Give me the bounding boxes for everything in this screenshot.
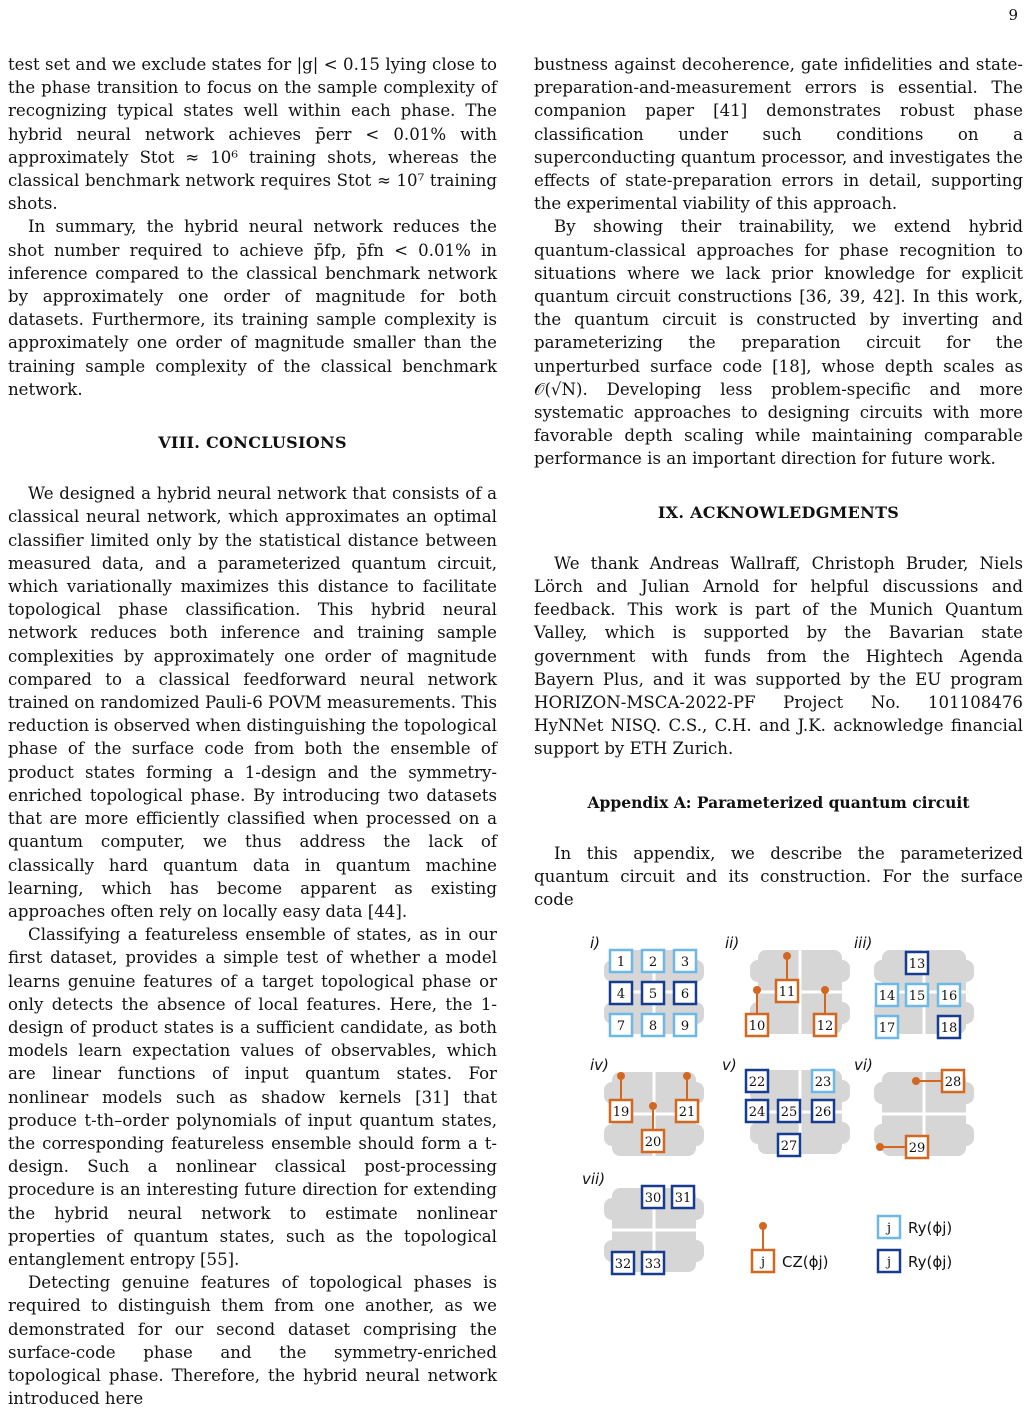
gate-index: 21 [678,1105,696,1120]
cz-control-dot [683,1072,691,1080]
circuit-figure [540,930,1020,1300]
gate-index: 28 [944,1075,962,1090]
paragraph-continued: test set and we exclude states for |g| < 0.15 lying close to the phase transition to focus on the sample complexity of recognizing typical states well within each phase. The hybrid neural network achieves p̄err < 0.01% with approximately Stot ≈ 10⁶ training shots, whereas the classical benchmark network requires Stot ≈ 10⁷ training shots. [8,55,497,214]
paragraph-conclusions-1: We designed a hybrid neural network that consists of a classical neural network, which approximates an optimal classifier limited only by the statistical distance between measured data, and a parameterized quantum circuit, which variationally maximizes this distance to facilitate topological phase classification. This hybrid neural network reduces both inference and training sample complexities by approximately one order of magnitude compared to a classical feedforward neural network trained on randomized Pauli-6 POVM measurements. This reduction is observed when distinguishing the topological phase of the surface code from both the ensemble of product states forming a 1-design and the symmetry-enriched topological phase. By introducing two datasets that are more efficiently classified when processed on a quantum computer, we thus address the lack of classically hard quantum data in quantum machine learning, which has become apparent as existing approaches often rely on locally easy data [44]. [8,484,497,921]
gate-index: 29 [908,1141,926,1156]
gate-index: 32 [614,1257,632,1272]
gate-index: 11 [778,985,796,1000]
gate-index: j [760,1255,766,1270]
paragraph-continued-right: bustness against decoherence, gate infidelities and state-preparation-and-measurement errors is essential. The companion paper [41] demonstrates robust phase classification under such conditions on a superconducting quantum processor, and investigates the effects of state-preparation errors in detail, supporting the experimental viability of this approach. [534,55,1023,214]
gate-index: 1 [616,955,626,970]
panel-label: v) [722,1056,737,1074]
right-column [534,53,1023,912]
legend-label-cz: CZ(ϕj) [782,1253,829,1271]
cz-control-dot [617,1072,625,1080]
cz-control-dot [649,1102,657,1110]
cz-control-dot [912,1077,920,1085]
gate-index: 27 [780,1139,798,1154]
appendix-heading: Appendix A: Parameterized quantum circuit [587,792,970,812]
cz-control-dot [821,986,829,994]
gate-index: 33 [644,1257,662,1272]
cz-control-dot [753,986,761,994]
gate-index: 7 [616,1019,626,1034]
gate-index: j [886,1255,892,1270]
cz-control-dot [783,952,791,960]
gate-index: 19 [612,1105,630,1120]
paragraph-conclusions-3: Detecting genuine features of topological phases is required to distinguish them from one another, as we demonstrated for our second dataset comprising the surface-code phase and the symmetry-enriched topological phase. Therefore, the hybrid neural network introduced here [8,1273,497,1409]
gate-index: 23 [814,1075,832,1090]
gate-index: 26 [814,1105,832,1120]
gate-index: 22 [748,1075,766,1090]
cz-control-dot [876,1143,884,1151]
legend-label-dark: Ry(ϕj) [908,1253,953,1271]
panel-label: ii) [725,934,740,952]
gate-index: 13 [908,957,926,972]
gate-index: 20 [644,1135,662,1150]
gate-index: 18 [940,1021,958,1036]
panel-label: iii) [854,934,873,952]
left-column [8,53,497,1410]
paragraph-conclusions-2: Classifying a featureless ensemble of states, as in our first dataset, provides a simple test of whether a model learns genuine features of a target topological phase or only detects the absence of local features. Here, the 1-design of product states is a sufficient candidate, as both models learn expectation values of observables, which are linear functions of input quantum states. For nonlinear models such as shadow kernels [31] that produce t-th–order polynomials of input quantum states, the corresponding featureless ensemble should form a t-design. Such a nonlinear classical post-processing procedure is an interesting future direction for extending the hybrid neural network to estimate nonlinear properties of quantum states, such as the topological entanglement entropy [55]. [8,925,497,1269]
gate-index: 14 [878,989,896,1004]
panel-label: vi) [854,1056,873,1074]
panel-label: vii) [582,1170,606,1188]
gate-index: 31 [674,1191,692,1206]
paragraph-summary: In summary, the hybrid neural network reduces the shot number required to achieve p̄fp, p̄fn < 0.01% in inference compared to the classical benchmark network by approximately one order of magnitude for both datasets. Furthermore, its training sample complexity is approximately one order of magnitude smaller than the training sample complexity of the classical benchmark network. [8,217,497,399]
page-number: 9 [1008,6,1018,24]
section-heading-acknowledgments: IX. ACKNOWLEDGMENTS [657,502,900,522]
paragraph-trainability: By showing their trainability, we extend hybrid quantum-classical approaches for phase recognition to situations where we lack prior knowledge for explicit quantum circuit constructions [36, 39, 42]. In this work, the quantum circuit is constructed by inverting and parameterizing the preparation circuit for the unperturbed surface code [18], whose depth scales as 𝒪(√N). Developing less problem-specific and more systematic approaches to designing circuits with more favorable depth scaling while maintaining comparable performance is an important direction for future work. [534,217,1023,469]
gate-index: 3 [680,955,690,970]
gate-index: 17 [878,1021,896,1036]
paragraph-acknowledgments: We thank Andreas Wallraff, Christoph Bruder, Niels Lörch and Julian Arnold for helpful discussions and feedback. This work is part of the Munich Quantum Valley, which is supported by the Bavarian state government with funds from the Hightech Agenda Bayern Plus, and it was supported by the EU program HORIZON-MSCA-2022-PF Project No. 101108476 HyNNet NISQ. C.S., C.H. and J.K. acknowledge financial support by ETH Zurich. [534,553,1023,759]
paragraph-appendix: In this appendix, we describe the parameterized quantum circuit and its construction. For the surface code [534,843,1023,910]
gate-index: 4 [616,987,626,1002]
gate-index: 2 [648,955,658,970]
legend-label-light: Ry(ϕj) [908,1219,953,1237]
gate-index: j [886,1221,892,1236]
gate-index: 15 [908,989,926,1004]
gate-index: 12 [816,1019,834,1034]
gate-index: 8 [648,1019,658,1034]
circuit-diagram [540,930,1020,1300]
gate-index: 30 [644,1191,662,1206]
gate-index: 5 [648,987,658,1002]
panel-label: iv) [590,1056,609,1074]
gate-index: 24 [748,1105,766,1120]
gate-index: 25 [780,1105,798,1120]
cz-control-dot [759,1222,767,1230]
gate-index: 16 [940,989,958,1004]
gate-index: 6 [680,987,690,1002]
section-heading-conclusions: VIII. CONCLUSIONS [158,433,347,453]
gate-index: 10 [748,1019,766,1034]
gate-index: 9 [680,1019,690,1034]
panel-label: i) [590,934,601,952]
